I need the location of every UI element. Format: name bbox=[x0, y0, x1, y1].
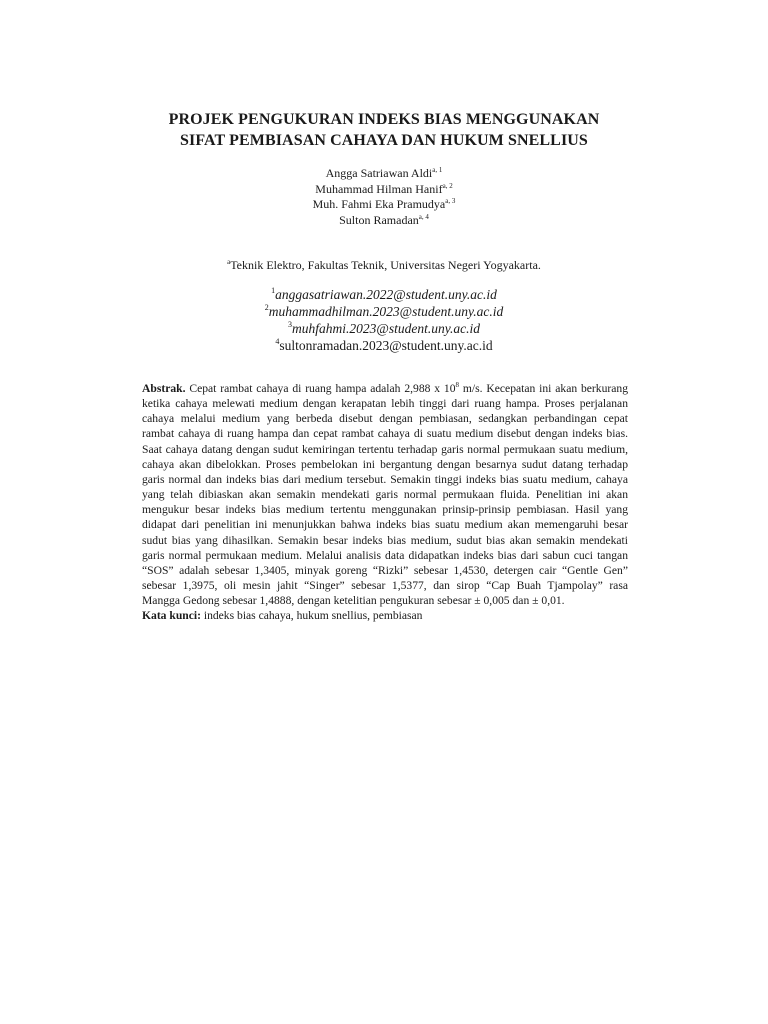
author-1 bbox=[184, 166, 584, 182]
email-sup: 2 bbox=[264, 303, 269, 312]
abstract-line: ketika cahaya melewati medium dengan kerapatan lebih tinggi dari ruang hampa. Proses perjalanan bbox=[142, 397, 628, 411]
email-address: muhfahmi.2023@student.uny.ac.id bbox=[292, 321, 480, 336]
author-list bbox=[184, 166, 584, 228]
author-name: Muhammad Hilman Hanif bbox=[315, 181, 443, 196]
email-address: sultonramadan.2023@student.uny.ac.id bbox=[279, 338, 493, 353]
abstract-line: cahaya melalui medium yang berbeda disebut dengan pembiasan, sedangkan perbandingan cepat bbox=[142, 412, 628, 426]
keywords-label: Kata kunci: bbox=[142, 609, 201, 623]
title-line-1: PROJEK PENGUKURAN INDEKS BIAS MENGGUNAKAN bbox=[168, 111, 600, 128]
abstract-line: Saat cahaya datang dengan sudut kemiringan tertentu terhadap garis normal permukaan suatu medium, bbox=[142, 442, 628, 456]
abstract-text: m/s. Kecepatan ini akan berkurang bbox=[459, 382, 628, 395]
author-affil-sup: a, 2 bbox=[442, 181, 453, 190]
abstract-line: mengukur besar indeks bias medium tertentu menggunakan prinsip-prinsip pembiasan. Hasil yang bbox=[142, 503, 628, 517]
email-1 bbox=[134, 286, 634, 303]
abstract-line: didapat dari penelitian ini menunjukkan bahwa indeks bias suatu medium akan memengaruhi besar bbox=[142, 518, 628, 532]
email-4 bbox=[134, 337, 634, 354]
email-address: anggasatriawan.2022@student.uny.ac.id bbox=[275, 287, 497, 302]
abstract-line: sudut bias yang dihasilkan. Semakin besar indeks bias medium, sudut bias akan semakin mendekati bbox=[142, 533, 628, 547]
keywords-text: indeks bias cahaya, hukum snellius, pembiasan bbox=[200, 609, 423, 623]
affiliation-sup: a bbox=[227, 258, 231, 266]
abstract-line: garis normal permukaan medium. Melalui analisis data didapatkan indeks bias dari sabun cuci tangan bbox=[142, 548, 628, 562]
abstract-line: sebesar 1,3975, oli mesin jahit “Singer” sebesar 1,5377, dan sirop “Cap Buah Tjampolay” rasa bbox=[142, 579, 628, 593]
affiliation bbox=[134, 258, 634, 273]
exponent: 8 bbox=[455, 381, 460, 389]
author-4 bbox=[184, 213, 584, 229]
email-list bbox=[134, 286, 634, 354]
affiliation-text: Teknik Elektro, Fakultas Teknik, Universitas Negeri Yogyakarta. bbox=[230, 258, 541, 272]
keywords bbox=[142, 608, 628, 623]
abstract-line: rambat cahaya di ruang hampa dan cepat rambat cahaya di suatu medium disebut dengan indeks bias. bbox=[142, 427, 628, 441]
abstract-line: garis normal dan indeks bias dari medium tersebut. Semakin tinggi indeks bias suatu medium, cahaya bbox=[142, 472, 628, 486]
email-sup: 4 bbox=[275, 337, 280, 346]
email-2 bbox=[134, 303, 634, 320]
author-affil-sup: a, 3 bbox=[445, 197, 456, 205]
author-name: Sulton Ramadan bbox=[339, 212, 419, 227]
author-3 bbox=[184, 197, 584, 213]
abstract-text: Cepat rambat cahaya di ruang hampa adalah 2,988 x 10 bbox=[189, 382, 456, 395]
email-3 bbox=[134, 320, 634, 337]
author-name: Muh. Fahmi Eka Pramudya bbox=[312, 197, 446, 211]
abstract bbox=[142, 381, 628, 624]
abstract-line bbox=[142, 381, 628, 396]
abstract-line: yang telah dibiaskan akan semakin mendekati garis normal permukaan fluida. Penelitian ini akan bbox=[142, 488, 628, 502]
abstract-label: Abstrak. bbox=[142, 382, 186, 395]
abstract-line: “SOS” adalah sebesar 1,3405, minyak goreng “Rizki” sebesar 1,4530, detergen cair “Gentle Gen” bbox=[142, 563, 628, 577]
abstract-line: cahaya akan dibelokkan. Proses pembelokan ini bergantung dengan besarnya sudut datang terhadap bbox=[142, 457, 628, 471]
email-sup: 3 bbox=[288, 320, 293, 329]
author-affil-sup: a, 4 bbox=[418, 212, 429, 221]
email-sup: 1 bbox=[271, 286, 276, 295]
title-line-2: SIFAT PEMBIASAN CAHAYA DAN HUKUM SNELLIUS bbox=[180, 132, 588, 149]
author-name: Angga Satriawan Aldi bbox=[325, 166, 433, 180]
abstract-line: Mangga Gedong sebesar 1,4888, dengan ketelitian pengukuran sebesar ± 0,005 dan ± 0,01. bbox=[142, 594, 565, 608]
paper-title bbox=[100, 109, 668, 151]
email-address: muhammadhilman.2023@student.uny.ac.id bbox=[268, 304, 504, 319]
author-2 bbox=[184, 182, 584, 198]
author-affil-sup: a, 1 bbox=[432, 166, 443, 174]
